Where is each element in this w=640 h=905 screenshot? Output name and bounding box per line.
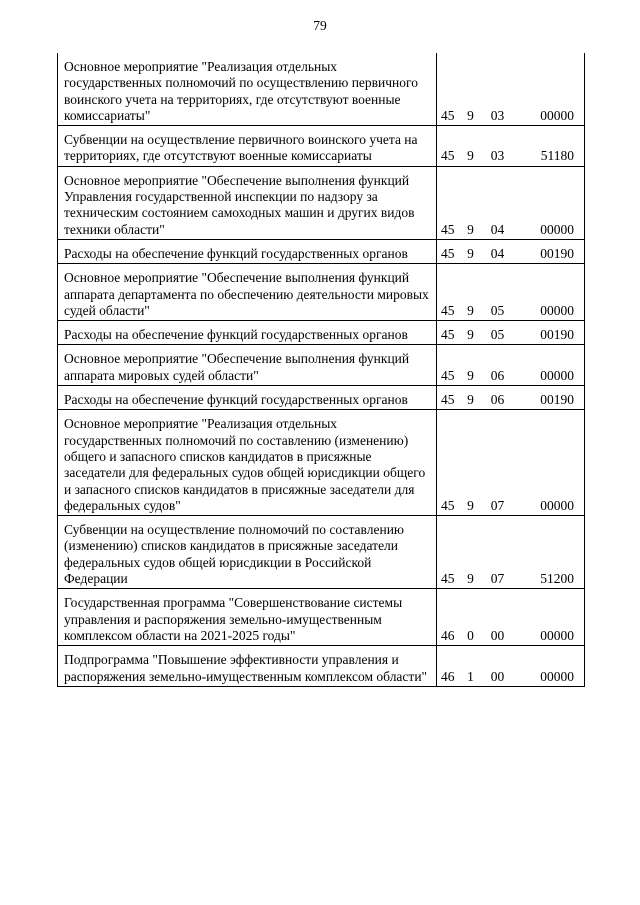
table-row bbox=[58, 516, 585, 589]
expense-direction-code: 00000 bbox=[517, 646, 585, 687]
program-code: 45 bbox=[437, 264, 463, 321]
main-activity-code: 05 bbox=[479, 264, 517, 321]
program-code: 46 bbox=[437, 589, 463, 646]
program-code: 45 bbox=[437, 345, 463, 386]
program-code: 45 bbox=[437, 239, 463, 263]
table-row bbox=[58, 239, 585, 263]
program-code: 46 bbox=[437, 646, 463, 687]
subprogram-code: 9 bbox=[463, 126, 479, 167]
subprogram-code: 9 bbox=[463, 239, 479, 263]
expense-direction-code: 00000 bbox=[517, 264, 585, 321]
program-code: 45 bbox=[437, 126, 463, 167]
main-activity-code: 04 bbox=[479, 239, 517, 263]
row-name: Основное мероприятие "Реализация отдельных государственных полномочий по осуществлению первичного воинского учета на территориях, где отсутствуют военные комиссариаты" bbox=[58, 53, 437, 126]
row-name: Субвенции на осуществление первичного воинского учета на территориях, где отсутствуют военные комиссариаты bbox=[58, 126, 437, 167]
subprogram-code: 9 bbox=[463, 386, 479, 410]
main-activity-code: 03 bbox=[479, 126, 517, 167]
main-activity-code: 00 bbox=[479, 589, 517, 646]
page-number: 79 bbox=[313, 18, 327, 33]
table-row bbox=[58, 53, 585, 126]
program-code: 45 bbox=[437, 386, 463, 410]
expense-direction-code: 00000 bbox=[517, 53, 585, 126]
expense-direction-code: 51180 bbox=[517, 126, 585, 167]
table-row bbox=[58, 345, 585, 386]
row-name: Расходы на обеспечение функций государственных органов bbox=[58, 239, 437, 263]
program-code: 45 bbox=[437, 516, 463, 589]
table-row bbox=[58, 126, 585, 167]
row-name: Основное мероприятие "Обеспечение выполнения функций аппарата мировых судей области" bbox=[58, 345, 437, 386]
table-row bbox=[58, 646, 585, 687]
main-activity-code: 05 bbox=[479, 321, 517, 345]
expense-direction-code: 00000 bbox=[517, 345, 585, 386]
program-code: 45 bbox=[437, 410, 463, 516]
budget-classification-table bbox=[57, 53, 585, 687]
subprogram-code: 9 bbox=[463, 345, 479, 386]
table-row bbox=[58, 410, 585, 516]
subprogram-code: 9 bbox=[463, 166, 479, 239]
row-name: Основное мероприятие "Обеспечение выполнения функций аппарата департамента по обеспечению деятельности мировых судей области" bbox=[58, 264, 437, 321]
row-name: Государственная программа "Совершенствование системы управления и распоряжения земельно-имущественным комплексом области на 2021-2025 годы" bbox=[58, 589, 437, 646]
table-row bbox=[58, 166, 585, 239]
main-activity-code: 03 bbox=[479, 53, 517, 126]
main-activity-code: 04 bbox=[479, 166, 517, 239]
expense-direction-code: 00000 bbox=[517, 166, 585, 239]
main-activity-code: 06 bbox=[479, 345, 517, 386]
program-code: 45 bbox=[437, 321, 463, 345]
row-name: Основное мероприятие "Обеспечение выполнения функций Управления государственной инспекции по надзору за техническим состоянием самоходных машин и других видов техники области" bbox=[58, 166, 437, 239]
row-name: Расходы на обеспечение функций государственных органов bbox=[58, 321, 437, 345]
table-row bbox=[58, 386, 585, 410]
subprogram-code: 9 bbox=[463, 264, 479, 321]
table-row bbox=[58, 321, 585, 345]
main-activity-code: 06 bbox=[479, 386, 517, 410]
main-activity-code: 07 bbox=[479, 516, 517, 589]
row-name: Субвенции на осуществление полномочий по составлению (изменению) списков кандидатов в присяжные заседатели федеральных судов общей юрисдикции в Российской Федерации bbox=[58, 516, 437, 589]
main-activity-code: 07 bbox=[479, 410, 517, 516]
expense-direction-code: 00190 bbox=[517, 239, 585, 263]
subprogram-code: 0 bbox=[463, 589, 479, 646]
expense-direction-code: 00000 bbox=[517, 589, 585, 646]
table-row bbox=[58, 264, 585, 321]
subprogram-code: 1 bbox=[463, 646, 479, 687]
row-name: Расходы на обеспечение функций государственных органов bbox=[58, 386, 437, 410]
expense-direction-code: 51200 bbox=[517, 516, 585, 589]
subprogram-code: 9 bbox=[463, 516, 479, 589]
program-code: 45 bbox=[437, 166, 463, 239]
row-name: Основное мероприятие "Реализация отдельных государственных полномочий по составлению (изменению) общего и запасного списков кандидатов в присяжные заседатели для федеральных судов общей юрисдикции общего и запасного списков кандидатов в присяжные заседатели для федеральных судов" bbox=[58, 410, 437, 516]
expense-direction-code: 00190 bbox=[517, 321, 585, 345]
expense-direction-code: 00190 bbox=[517, 386, 585, 410]
subprogram-code: 9 bbox=[463, 410, 479, 516]
program-code: 45 bbox=[437, 53, 463, 126]
subprogram-code: 9 bbox=[463, 321, 479, 345]
main-activity-code: 00 bbox=[479, 646, 517, 687]
table-row bbox=[58, 589, 585, 646]
row-name: Подпрограмма "Повышение эффективности управления и распоряжения земельно-имущественным комплексом области" bbox=[58, 646, 437, 687]
expense-direction-code: 00000 bbox=[517, 410, 585, 516]
subprogram-code: 9 bbox=[463, 53, 479, 126]
